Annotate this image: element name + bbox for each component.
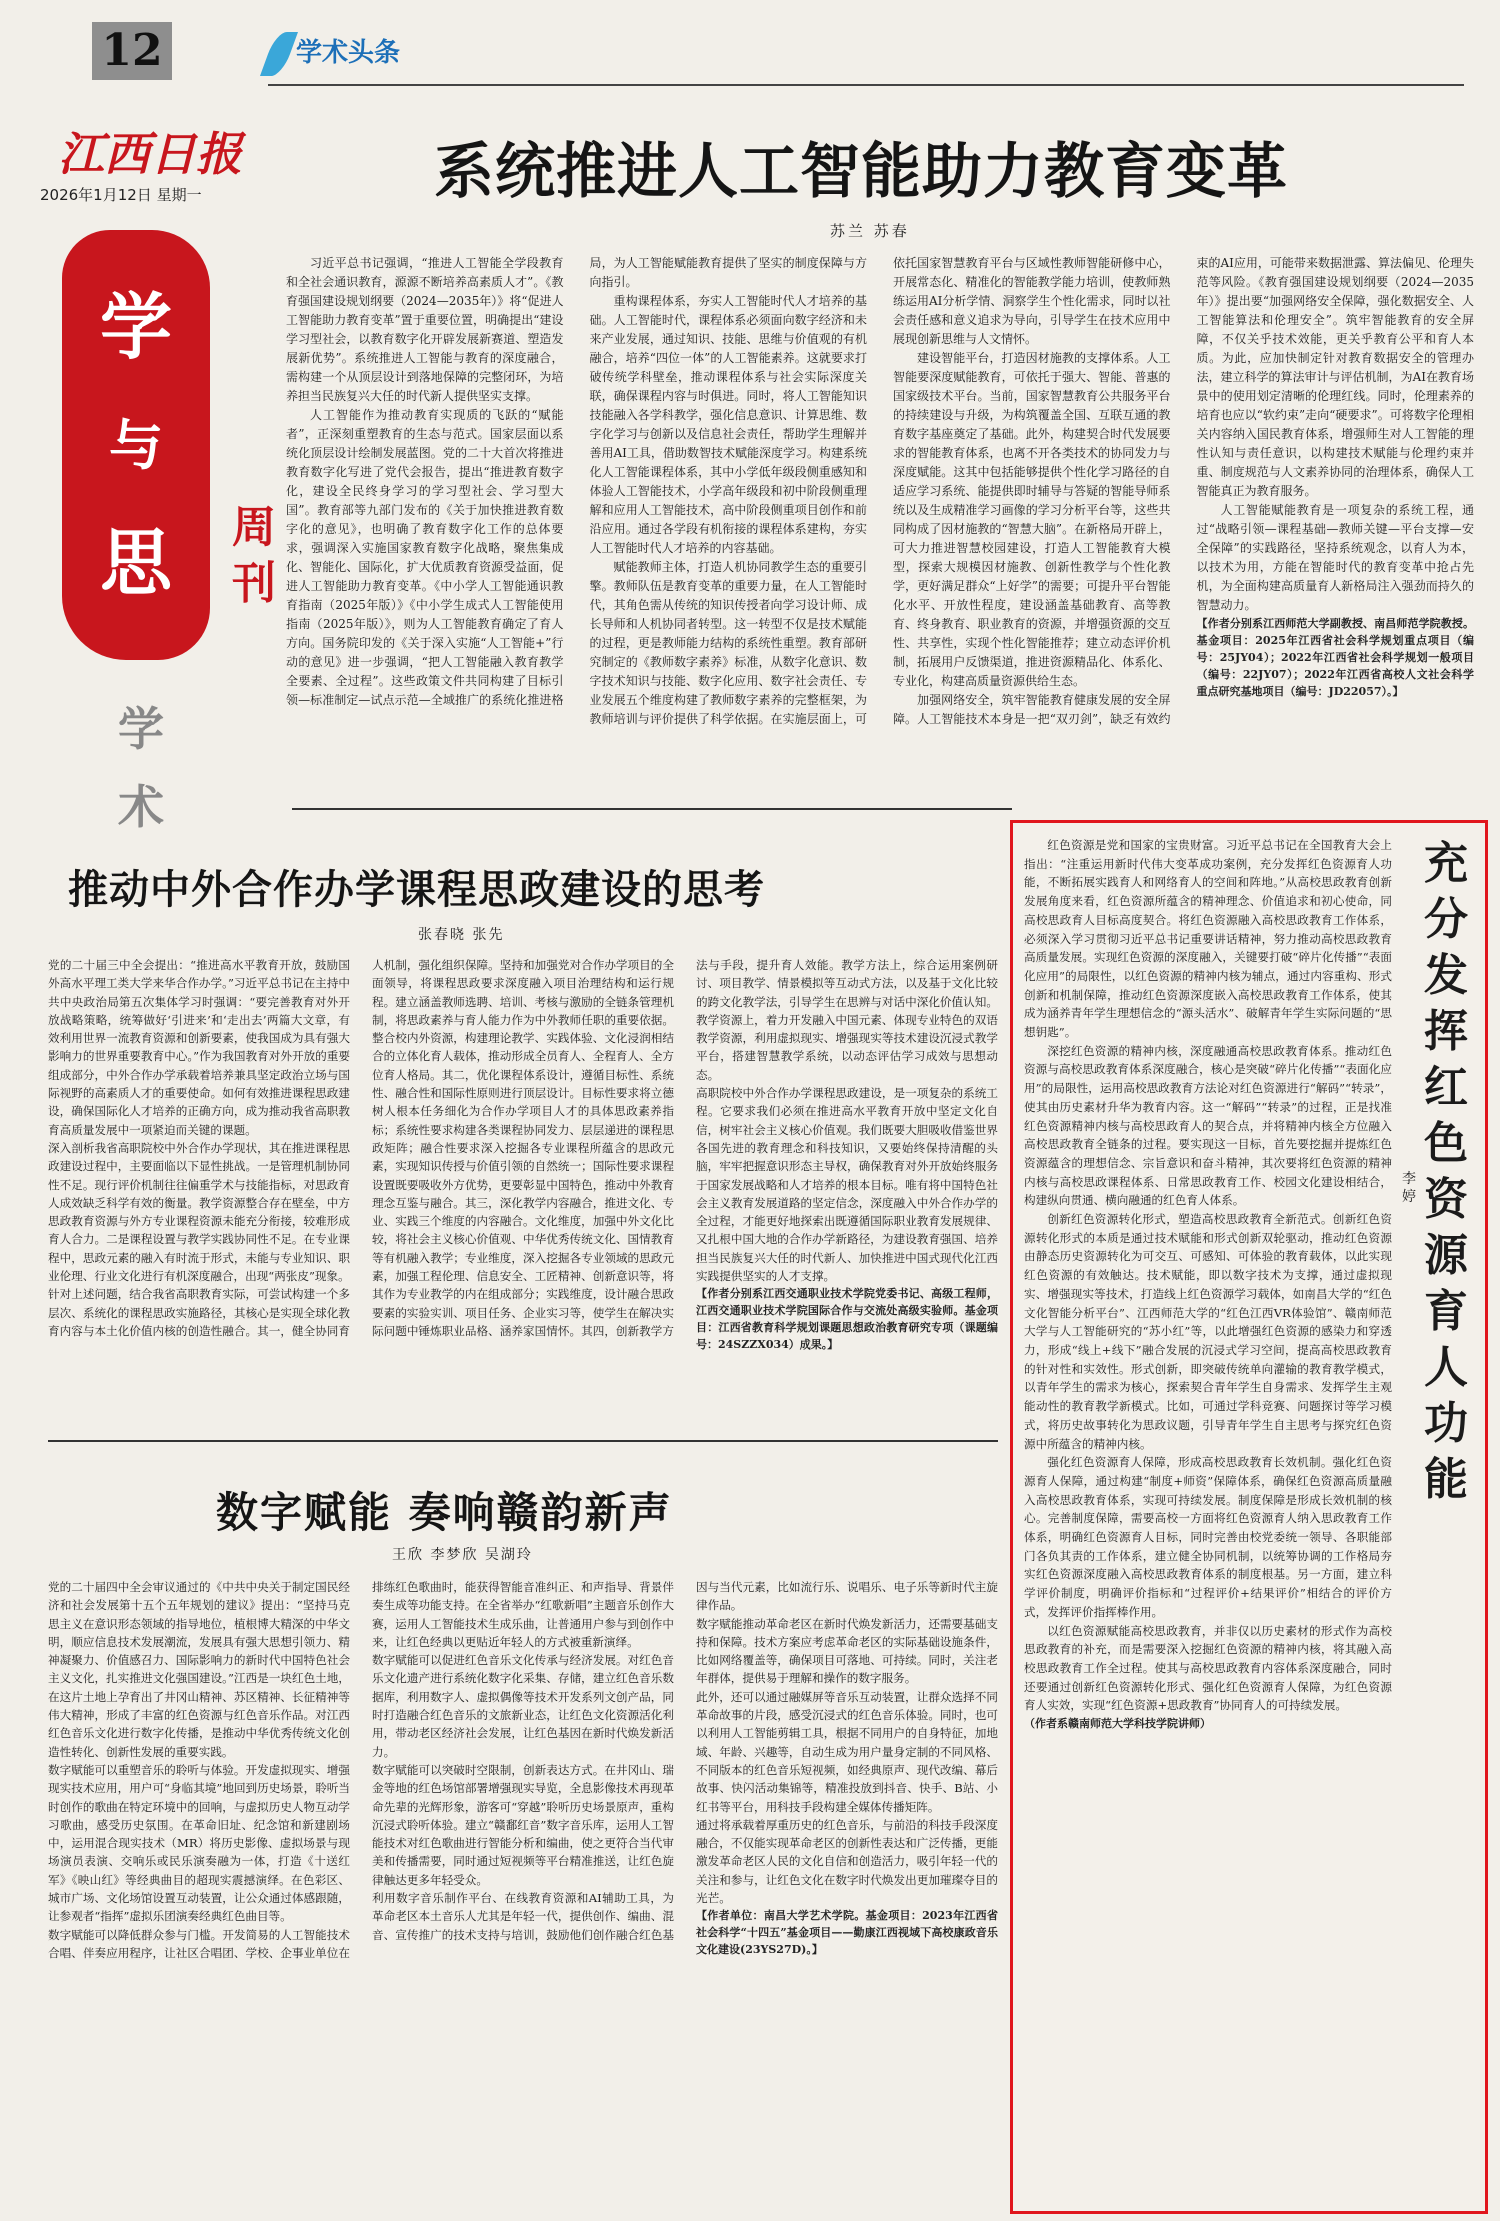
paragraph: 建设智能平台，打造因材施教的支撑体系。人工智能要深度赋能教育，可依托于强大、智能、普惠的国家级技术平台。当前，国家智慧教育公共服务平台的持续建设与升级，为构筑覆盖全国、互联互通的教育数字基座奠定了基础。此外，构建契合时代发展要求的智能教育体系，也离不开各类技术的协同发力与深度赋能。这其中包括能够提供个性化学习路径的自适应学习系统、能提供即时辅导与答疑的智能导师系统以及生成精准学习画像的学习分析平台等，这些共同构成了因材施教的“智慧大脑”。在新格局开辟上，可大力推进智慧校园建设，打造人工智能教育大模型，探索大规模因材施教、创新性教学与个性化教学，更好满足群众“上好学”的需要；可提升平台智能化水平、开放性程度，建设涵盖基础教育、高等教育、终身教育、职业教育的资源，并增强资源的交互性、共享性，实现个性化智能推荐；建立动态评价机制，拓展用户反馈渠道，推进资源精品化、体系化、专业化，构建高质量资源供给生态。 bbox=[893, 351, 1171, 688]
header-rule bbox=[268, 84, 1464, 86]
paragraph: 数字赋能可以突破时空限制，创新表达方式。在井冈山、瑞金等地的红色场馆部署增强现实导览，全息影像技术再现革命先辈的光辉形象，游客可“穿越”聆听历史场景原声，重构沉浸式聆听体验。建立“赣鄱红音”数字音乐库，运用人工智能技术对红色歌曲进行智能分析和编曲，使之更符合当代审美和传播需要，同时通过短视频等平台精准推送，让红色旋律触达更多年轻受众。 bbox=[372, 1762, 674, 1887]
masthead: 江西日报 bbox=[58, 127, 242, 181]
section-tag bbox=[268, 26, 438, 80]
paragraph: 深入剖析我省高职院校中外合作办学现状，其在推进课程思政建设过程中，主要面临以下显性挑战。一是管理机制协同性不足。现行评价机制往往偏重学术与技能指标，对思政育人成效缺乏科学有效的衡量。教学资源整合存在壁垒，中方思政教育资源与外方专业课程资源未能充分衔接，较难形成育人合力。二是课程设置与教学实践协同性不足。在专业课程中，思政元素的融入有时流于形式，未能与专业知识、职业伦理、行业文化进行有机深度融合，出现“两张皮”现象。 bbox=[48, 1140, 350, 1284]
article3-body bbox=[48, 1578, 998, 2206]
article3-title: 数字赋能 奏响赣韵新声 bbox=[216, 1488, 673, 1537]
article3-note: 【作者单位：南昌大学艺术学院。基金项目：2023年江西省社会科学“十四五”基金项目——勤康江西视域下高校康政音乐文化建设(23YS27D)。】 bbox=[696, 1909, 998, 1957]
issue-date: 2026年1月12日 星期一 bbox=[40, 186, 202, 204]
title-char: 色 bbox=[1424, 1118, 1468, 1169]
page-number: 12 bbox=[92, 22, 172, 80]
article2-title: 推动中外合作办学课程思政建设的思考 bbox=[68, 867, 765, 913]
title-char: 能 bbox=[1424, 1454, 1468, 1505]
column-label: 学术 bbox=[118, 702, 164, 834]
article1-body bbox=[286, 254, 1474, 774]
paragraph: 深挖红色资源的精神内核，深度融通高校思政教育体系。推动红色资源与高校思政教育体系深度融合，核心是突破“碎片化传播”“表面化应用”的局限性，运用高校思政教育方法论对红色资源进行“解码”“转录”，使其由历史素材升华为教育内容。这一“解码”“转录”的过程，正是找准红色资源精神内核与高校思政育人的契合点，并将精神内核全方位融入高校思政教育全链条的过程。要实现这一目标，首先要挖掘并提炼红色资源蕴含的理想信念、宗旨意识和奋斗精神，其次要将红色资源的精神内核与高校思政课程体系、日常思政教育工作、校园文化建设相结合，构建纵向贯通、横向融通的红色育人体系。 bbox=[1024, 1043, 1392, 1208]
title-char: 红 bbox=[1424, 1062, 1468, 1113]
paragraph: 数字赋能可以促进红色音乐文化传承与经济发展。对红色音乐文化遗产进行系统化数字化采集、存储，建立红色音乐数据库，利用数字人、虚拟偶像等技术开发系列文创产品，同时打造融合红色音乐的文旅新业态，让红色文化资源活化利用，带动老区经济社会发展，让红色基因在新时代焕发新活力。 bbox=[372, 1653, 674, 1759]
paragraph: 数字赋能可以降低群众参与门槛。开发简易的人工智能技术合唱、伴奏应用程序，让社区合唱团、学校、企事业单位在排练红色歌曲时，能获得智能音准纠正、和声指导、背景伴奏生成等功能支持。在全省举办“红歌新唱”主题音乐创作大赛，运用人工智能技术生成乐曲，让普通用户参与到创作中来，让红色经典以更贴近年轻人的方式被重新演绎。 bbox=[48, 1580, 674, 1960]
paragraph: 党的二十届四中全会审议通过的《中共中央关于制定国民经济和社会发展第十五个五年规划的建议》提出：“坚持马克思主义在意识形态领域的指导地位，植根博大精深的中华文明，顺应信息技术发展潮流，发展具有强大思想引领力、精神凝聚力、价值感召力、国际影响力的新时代中国特色社会主义文化，扎实推进文化强国建设。”江西是一块红色土地，在这片土地上孕育出了井冈山精神、苏区精神、长征精神等伟大精神，形成了丰富的红色资源与红色音乐作品。对江西红色音乐文化进行数字化传播，是推动中华优秀传统文化创造性转化、创新性发展的重要实践。 bbox=[48, 1580, 350, 1759]
paragraph: 习近平总书记强调，“推进人工智能全学段教育和全社会通识教育，源源不断培养高素质人才”。《教育强国建设规划纲要（2024—2035年）》将“促进人工智能助力教育变革”置于重要位置，明确提出“建设学习型社会，以教育数字化开辟发展新赛道、塑造发展新优势”。系统推进人工智能与教育的深度融合，需构建一个从顶层设计到落地保障的完整闭环，为培养担当民族复兴大任的时代新人提供坚实支撑。 bbox=[286, 256, 564, 403]
xue-yu-si-seal bbox=[62, 230, 210, 660]
article1-note: 【作者分别系江西师范大学副教授、南昌师范学院教授。基金项目：2025年江西省社会科学规划重点项目（编号：25JY04）；2022年江西省社会科学规划一般项目（编号：22JY07）；2022年江西省高校人文社会科学重点研究基地项目（编号：JD22057）。】 bbox=[1196, 617, 1474, 698]
paragraph: 数字赋能可以重塑音乐的聆听与体验。开发虚拟现实、增强现实技术应用，用户可“身临其境”地回到历史场景，聆听当时创作的歌曲在特定环境中的回响，与虚拟历史人物互动学习歌曲，感受历史氛围。在革命旧址、纪念馆和新建剧场中，运用混合现实技术（MR）将历史影像、虚拟场景与现场演员表演、交响乐或民乐演奏融为一体，打造《十送红军》《映山红》等经典曲目的超现实震撼演绎。在色彩区、城市广场、文化场馆设置互动装置，让公众通过体感跟随，让参观者“指挥”虚拟乐团演奏经典红色曲目等。 bbox=[48, 1762, 350, 1924]
paragraph: 红色资源是党和国家的宝贵财富。习近平总书记在全国教育大会上指出：“注重运用新时代伟大变革成功案例，充分发挥红色资源育人功能，不断拓展实践育人和网络育人的空间和阵地。”从高校思政教育创新发展角度来看，红色资源所蕴含的精神理念、价值追求和初心使命，同高校思政育人目标高度契合。将红色资源融入高校思政教育工作体系，必须深入学习贯彻习近平总书记重要讲话精神，努力推动高校思政教育高质量发展。实现红色资源的深度融入，关键要打破“碎片化传播”“表面化应用”的局限性，以红色资源的精神内核为辅点，通过内容重构、形式创新和机制保障，推动红色资源深度嵌入高校思政教育工作体系，使其成为涵养青年学生理想信念的“源头活水”、破解青年学生实际问题的“思想钥匙”。 bbox=[1024, 838, 1392, 1040]
title-char: 功 bbox=[1424, 1398, 1468, 1449]
section-swoosh-icon bbox=[260, 32, 298, 76]
seal-char: 学 bbox=[99, 284, 172, 369]
title-char: 育 bbox=[1424, 1286, 1468, 1337]
seal-char: 与 bbox=[109, 413, 163, 477]
paragraph: 人工智能作为推动教育实现质的飞跃的“赋能者”，正深刻重塑教育的生态与范式。国家层面以系统化顶层设计绘制发展蓝图。党的二十大首次将推进教育数字化写进了党代会报告，提出“推进教育数字化，建设全民终身学习的学习型社会、学习型大国”。教育部等九部门发布的《关于加快推进教育数字化的意见》，也明确了教育数字化工作的总体要求，强调深入实施国家教育数字化战略，聚焦集成化、智能化、国际化，扩大优质教育资源受益面，促进人工智能助力教育变革。《中小学人工智能通识教育指南（2025年版）》《中小学生成式人工智能使用指南（2025年版）》，则为人工智能教育确定了育人方向。国务院印发的《关于深入实施“人工智能+”行动的意见》进一步强调，“把人工智能融入教育教学全要素、全过程”。这些政策文件共同构建了目标引领—标准制定—试点示范—全域推广的系统化推进格局，为人工智能赋能教育提供了坚实的制度保障与方向指引。 bbox=[286, 256, 867, 707]
title-char: 人 bbox=[1424, 1342, 1468, 1393]
article4-note: （作者系赣南师范大学科技学院讲师） bbox=[1024, 1717, 1211, 1731]
article2-author: 张春晓 张先 bbox=[418, 927, 505, 943]
paragraph: 以红色资源赋能高校思政教育，并非仅以历史素材的形式作为高校思政教育的补充，而是需要深入挖掘红色资源的精神内核，将其融入高校思政教育工作全过程。使其与高校思政教育内容体系深度融合，同时还要通过创新红色资源转化形式、强化红色资源育人保障，为红色资源育人实效，实现“红色资源+思政教育”协同育人的可持续发展。 bbox=[1024, 1623, 1392, 1713]
section-divider bbox=[292, 808, 1012, 810]
paragraph: 针对上述问题，结合我省高职教育实际，可尝试构建一个多层次、系统化的课程思政实施路径，其核心是实现全球化教育内容与本土化价值内核的创造性融合。其一，健全协同育人机制，强化组织保障。坚持和加强党对合作办学项目的全面领导，将课程思政要求深度融入项目治理结构和运行规程。建立涵盖教师选聘、培训、考核与激励的全链条管理机制，将思政素养与育人能力作为中外教师任职的重要依据。整合校内外资源，构建理论教学、实践体验、文化浸润相结合的立体化育人载体，推动形成全员育人、全程育人、全方位育人格局。其二，优化课程体系设计，遵循目标性、系统性、融合性和国际性原则进行顶层设计。目标性要求将立德树人根本任务细化为合作办学项目人才的具体思政素养指标；系统性要求构建各类课程协同发力、层层递进的课程思政矩阵；融合性要求深入挖掘各专业课程所蕴含的思政元素，实现知识传授与价值引领的自然统一；国际性要求课程设置既要吸收外方优势，更要彰显中国特色，推动中外教育理念互鉴与融合。其三，深化教学内容融合，推进文化、专业、实践三个维度的内容融合。文化维度，加强中外文化比较，将社会主义核心价值观、中华优秀传统文化、国情教育等有机融入教学；专业维度，深入挖掘各专业领域的思政元素，加强工程伦理、信息安全、工匠精神、创新意识等，将其作为专业教学的内在组成部分；实践维度，设计融合思政要素的实验实训、项目任务、企业实习等，使学生在解决实际问题中锤炼职业品格、涵养家国情怀。其四，创新教学方法与手段，提升育人效能。教学方法上，综合运用案例研讨、项目教学、情景模拟等互动式方法，以及基于文化比较的跨文化教学法，引导学生在思辨与对话中深化价值认知。教学资源上，着力开发融入中国元素、体现专业特色的双语教学资源，利用虚拟现实、增强现实等技术建设沉浸式教学平台，搭建智慧教学系统，以动态评估学习成效与思想动态。 bbox=[48, 958, 998, 1338]
weekly-label: 周刊 bbox=[232, 502, 276, 609]
paragraph: 高职院校中外合作办学课程思政建设，是一项复杂的系统工程。它要求我们必须在推进高水平教育开放中坚定文化自信，树牢社会主义核心价值观。我们既要大胆吸收借鉴世界各国先进的教育理念和科技知识，又要始终保持清醒的头脑，牢牢把握意识形态主导权，确保教育对外开放始终服务于国家发展战略和人才培养的根本目标。唯有将中国特色社会主义教育发展道路的坚定信念，深度融入中外合作办学的全过程，才能更好地探索出既遵循国际职业教育发展规律、又扎根中国大地的合作办学新路径，为建设教育强国、培养担当民族复兴大任的时代新人、加快推进中国式现代化江西实践提供坚实的人才支撑。 bbox=[696, 1086, 998, 1284]
title-char: 资 bbox=[1424, 1174, 1468, 1225]
article4-title bbox=[1416, 836, 1476, 1508]
paragraph: 人工智能赋能教育是一项复杂的系统工程，通过“战略引领—课程基础—教师关键—平台支撑—安全保障”的实践路径，坚持系统观念，以育人为本，以技术为用，方能在智能时代的教育变革中抢占先机，为全面构建高质量育人新格局注入强劲而持久的智慧动力。 bbox=[1196, 503, 1474, 612]
seal-char: 思 bbox=[99, 520, 172, 605]
article1-title: 系统推进人工智能助力教育变革 bbox=[434, 137, 1288, 207]
article3-author: 王欣 李梦欣 吴湖玲 bbox=[392, 1547, 533, 1563]
title-char: 源 bbox=[1424, 1230, 1468, 1281]
paragraph: 赋能教师主体，打造人机协同教学生态的重要引擎。教师队伍是教育变革的重要力量，在人工智能时代，其角色需从传统的知识传授者向学习设计师、成长导师和人机协同者转型。这一转型不仅是技术赋能的过程，更是教师能力结构的系统性重塑。教育部研究制定的《教师数字素养》标准，从数字化意识、数字技术知识与技能、数字化应用、数字社会责任、专业发展五个维度构建了教师数字素养的完整框架，为教师培训与评价提供了科学依据。在实施层面上，可依托国家智慧教育平台与区域性教师智能研修中心，开展常态化、精准化的智能教学能力培训，使教师熟练运用AI分析学情、洞察学生个性化需求，同时以社会责任感和意义追求为导向，引导学生在技术应用中展现创新思维与人文情怀。 bbox=[589, 256, 1171, 726]
section-divider bbox=[48, 1440, 998, 1442]
paragraph: 创新红色资源转化形式，塑造高校思政教育全新范式。创新红色资源转化形式的本质是通过技术赋能和形式创新双轮驱动，推动红色资源由静态历史资源转化为可交互、可感知、可体验的教育载体，以此实现红色资源的有效触达。技术赋能，即以数字技术为支撑，通过虚拟现实、增强现实等技术，打造线上红色资源学习载体，如南昌大学的“红色文化智能分析平台”、江西师范大学的“红色江西VR体验馆”、赣南师范大学与人工智能研究的“苏小红”等，以此增强红色资源的感染力和穿透力，形成“线上+线下”融合发展的沉浸式学习空间，提高高校思政教育的针对性和实效性。形式创新，即突破传统单向灌输的教育教学模式，以青年学生的需求为核心，探索契合青年学生自身需求、发挥学生主观能动性的教育教学新模式。比如，可通过学科竞赛、问题探讨等学习模式，将历史故事转化为思政议题，引导青年学生自主思考与探究红色资源中所蕴含的精神内核。 bbox=[1024, 1212, 1392, 1451]
article1-author: 苏兰 苏春 bbox=[830, 222, 910, 240]
paragraph: 此外，还可以通过融媒屏等音乐互动装置，让群众选择不同革命故事的片段，感受沉浸式的红色音乐体验。同时，也可以利用人工智能剪辑工具，根据不同用户的自身特征，加地域、年龄、兴趣等，自动生成为用户量身定制的不同风格、不同版本的红色音乐短视频，如经典原声、现代改编、幕后故事、快闪活动集锦等，精准投放到抖音、快手、B站、小红书等平台，用科技手段构建全媒体传播矩阵。 bbox=[696, 1689, 998, 1814]
title-char: 充 bbox=[1424, 838, 1468, 889]
paragraph: 加强网络安全，筑牢智能教育健康发展的安全屏障。人工智能技术本身是一把“双刃剑”，缺乏有效约束的AI应用，可能带来数据泄露、算法偏见、伦理失范等风险。《教育强国建设规划纲要（2024—2035年）》提出要“加强网络安全保障，强化数据安全、人工智能算法和伦理安全”。筑牢智能教育的安全屏障，不仅关乎技术效能，更关乎教育公平和育人本质。为此，应加快制定针对教育数据安全的管理办法，建立科学的算法审计与评估机制，为AI在教育场景中的使用划定清晰的伦理红线。同时，伦理素养的培育也应以“软约束”走向“硬要求”。可将数字伦理相关内容纳入国民教育体系，增强师生对人工智能的理性认知与责任意识，以构建技术赋能与伦理约束并重、制度规范与人文素养协同的治理体系，确保人工智能真正为教育服务。 bbox=[893, 256, 1474, 726]
paragraph: 党的二十届三中全会提出：“推进高水平教育开放，鼓励国外高水平理工类大学来华合作办学。”习近平总书记在主持中共中央政治局第五次集体学习时强调：“要完善教育对外开放战略策略，统筹做好‘引进来’和‘走出去’两篇大文章，有效利用世界一流教育资源和创新要素，使我国成为具有强大影响力的世界重要教育中心。”作为我国教育对外开放的重要组成部分，中外合作办学承载着培养兼具坚定政治立场与国际视野的高素质人才的重要使命。如何有效推进课程思政建设，确保国际化人才培养的正确方向，成为推动我省高职教育高质量发展中一项紧迫而关键的课题。 bbox=[48, 958, 350, 1137]
article2-note: 【作者分别系江西交通职业技术学院党委书记、高级工程师，江西交通职业技术学院国际合作与交流处高级实验师。基金项目：江西省教育科学规划课题思想政治教育研究专项（课题编号：24SZZX034）成果。】 bbox=[696, 1287, 998, 1352]
section-tag-label: 学术头条 bbox=[296, 38, 401, 68]
paragraph: 强化红色资源育人保障，形成高校思政教育长效机制。强化红色资源育人保障，通过构建“制度+师资”保障体系，确保红色资源高质量融入高校思政教育体系，实现可持续发展。制度保障是形成长效机制的核心。完善制度保障，需要高校一方面将红色资源育人纳入思政教育工作体系，明确红色资源育人目标，同时完善由校党委统一领导、各职能部门各负其责的工作体系，建立健全协同机制，以统筹协调的工作格局夯实红色资源深度融入高校思政教育体系的制度根基。另一方面，建立科学评价制度，明确评价指标和“过程评价+结果评价”相结合的评价方式，发挥评价指挥棒作用。 bbox=[1024, 1455, 1392, 1619]
paragraph: 重构课程体系，夯实人工智能时代人才培养的基础。人工智能时代，课程体系必须面向数字经济和未来产业发展，通过知识、技能、思维与价值观的有机融合，培养“四位一体”的人工智能素养。这就要求打破传统学科壁垒，推动课程体系与社会实际深度关联，确保课程内容与时俱进。同时，将人工智能知识技能融入各学科教学，强化信息意识、计算思维、数字化学习与创新以及信息社会责任，帮助学生理解并善用AI工具，借助数智技术赋能深度学习。构建系统化人工智能课程体系，其中小学低年级段侧重感知和体验人工智能技术，小学高年级段和初中阶段侧重理解和应用人工智能技术，高中阶段侧重项目创作和前沿应用。通过各学段有机衔接的课程体系建构，夯实人工智能时代人才培养的内容基础。 bbox=[589, 294, 867, 555]
paragraph: 数字赋能推动革命老区在新时代焕发新活力，还需要基础支持和保障。技术方案应考虑革命老区的实际基础设施条件，比如网络覆盖等，确保项目可落地、可持续。同时，关注老年群体，提供易于理解和操作的数字服务。 bbox=[696, 1616, 998, 1686]
article2-body bbox=[48, 956, 998, 1418]
paragraph: 利用数字音乐制作平台、在线教育资源和AI辅助工具，为革命老区本土音乐人尤其是年轻一代，提供创作、编曲、混音、宣传推广的技术支持与培训，鼓励他们创作融合红色基因与当代元素，比如流行乐、说唱乐、电子乐等新时代主旋律作品。 bbox=[372, 1580, 998, 1942]
article4-author: 李婷 bbox=[1402, 1171, 1416, 1205]
title-char: 发 bbox=[1424, 950, 1468, 1001]
paragraph: 通过将承载着厚重历史的红色音乐，与前沿的科技手段深度融合，不仅能实现革命老区的创新性表达和广泛传播，更能激发革命老区人民的文化自信和创造活力，吸引年轻一代的关注和参与，让红色文化在数字时代焕发出更加璀璨夺目的光芒。 bbox=[696, 1817, 998, 1906]
article4-body bbox=[1024, 836, 1392, 2202]
title-char: 挥 bbox=[1424, 1006, 1468, 1057]
title-char: 分 bbox=[1424, 894, 1468, 945]
